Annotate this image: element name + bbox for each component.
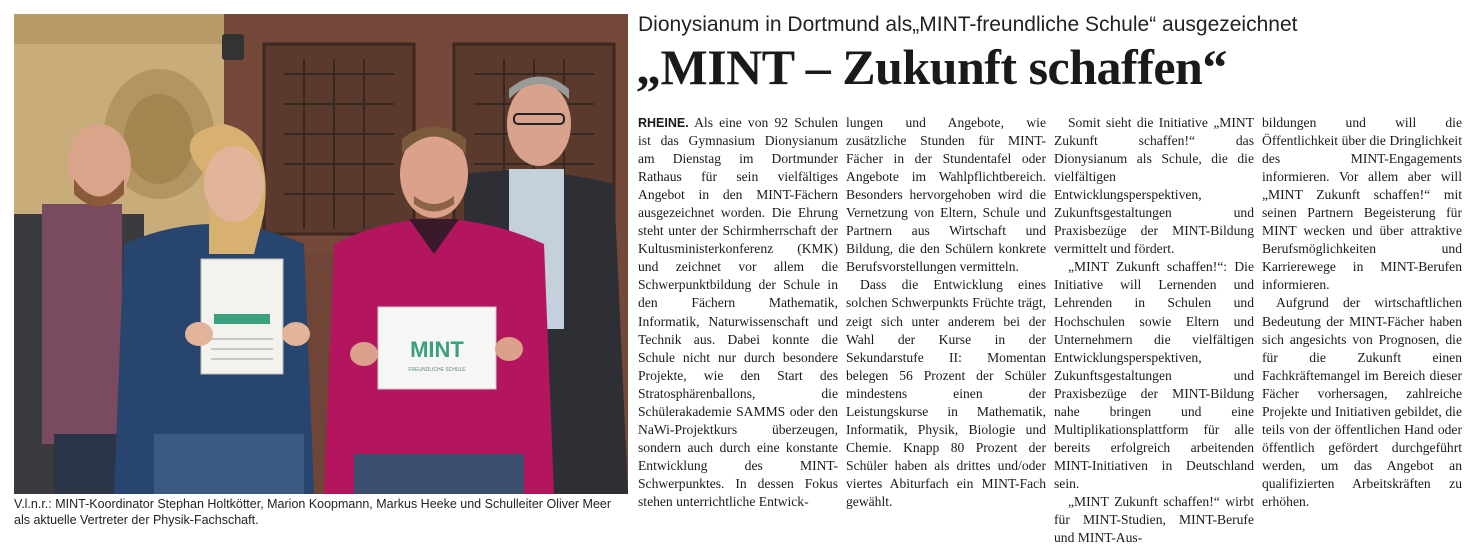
article-kicker: Dionysianum in Dortmund als„MINT-freundliche Schule“ ausgezeichnet xyxy=(638,13,1298,36)
sign-subtitle-text: FREUNDLICHE SCHULE xyxy=(408,367,466,373)
paragraph: bildungen und will die Öffentlichkeit über die Dringlichkeit des MINT-Engagements informieren. Vor allem aber will „MINT Zukunft schaffen!“ mit seinen Partnern Begeisterung für MINT wecken und über attraktive Berufsmöglichkeiten und Karrierewege in MINT-Berufen informieren. xyxy=(1262,115,1462,293)
paragraph: „MINT Zukunft schaffen!“ wirbt für MINT-Studien, MINT-Berufe und MINT-Aus- xyxy=(1054,493,1254,546)
paragraph: „MINT Zukunft schaffen!“: Die Initiative will Lernenden und Lehrenden in Schulen und Hochschulen sowie Eltern und Unternehmern die vielfältigen Entwicklungsperspektiven, Zukunftsgestaltungen und Praxisbezüge der MINT-Bildung nahe bringen und eine Multiplikationsplattform für alle bereits erfolgreich arbeitenden MINT-Initiativen in Deutschland sein. xyxy=(1054,259,1254,491)
paragraph: Dass die Entwicklung eines solchen Schwerpunkts Früchte trägt, zeigt sich unter anderem bei der Wahl der Kurse in der Sekundarstufe II: Momentan belegen 56 Prozent der Schüler mindestens einen der Leistungskurse in Mathematik, Informatik, Physik, Biologie und Chemie. Knapp 80 Prozent der Schüler haben als drittes und/oder viertes Abiturfach ein MINT-Fach gewählt. xyxy=(846,277,1046,509)
article-body xyxy=(638,114,1464,546)
sign-logo-text: MINT xyxy=(410,337,464,362)
photo-illustration xyxy=(14,14,628,494)
paragraph: lungen und Angebote, wie zusätzliche Stunden für MINT-Fächer in der Stundentafel oder Angebote im Wahlpflichtbereich. Besonders hervorgehoben wird die Vernetzung von Eltern, Schule und Partnern aus Wirtschaft und Bildung, die den Schülern konkrete Berufsvorstellungen vermitteln. xyxy=(846,115,1046,275)
article-photo xyxy=(14,14,628,494)
article-headline: „MINT – Zukunft schaffen“ xyxy=(636,39,1227,95)
article-column-3 xyxy=(1054,114,1254,546)
article-column-4 xyxy=(1262,114,1462,536)
paragraph: Aufgrund der wirtschaftlichen Bedeutung der MINT-Fächer haben sich angesichts von Prognosen, die für die Zukunft einen Fachkräftemangel im Bereich dieser Fächer vorhersagen, zahlreiche Projekte und Initiativen gebildet, die teils von der öffentlichen Hand oder öffentlich gefördert durchgeführt werden, um das Angebot an qualifizierten Arbeitskräften zu erhöhen. xyxy=(1262,295,1462,509)
photo-caption: V.l.n.r.: MINT-Koordinator Stephan Holtkötter, Marion Koopmann, Markus Heeke und Schulleiter Oliver Meer als aktuelle Vertreter der Physik-Fachschaft. xyxy=(14,497,612,527)
article-column-1 xyxy=(638,114,838,536)
paragraph: Somit sieht die Initiative „MINT Zukunft schaffen!“ das Dionysianum als Schule, die die vielfältigen Entwicklungsperspektiven, Zukunftsgestaltungen und Praxisbezüge der MINT-Bildung vermittelt und fördert. xyxy=(1054,115,1254,257)
paragraph: Als eine von 92 Schulen ist das Gymnasium Dionysianum am Dienstag im Dortmunder Rathaus für sein vielfältiges Angebot in den MINT-Fächern ausgezeichnet worden. Die Ehrung steht unter der Schirmherrschaft der Kultusministerkonferenz (KMK) und zeichnet vor allem die Schwerpunktbildung der Schule in den Fächern Mathematik, Informatik, Naturwissenschaft und Technik aus. Dabei konnte die Schule nicht nur durch besondere Projekte, wie den Start des Stratosphärenballons, die Schülerakademie SAMMS oder den NaWi-Projektkurs überzeugen, sondern auch durch eine konstante Entwicklung des MINT-Schwerpunktes. In dessen Fokus stehen unterrichtliche Entwick- xyxy=(638,115,838,509)
dateline: RHEINE. xyxy=(638,116,689,130)
article-column-2 xyxy=(846,114,1046,536)
